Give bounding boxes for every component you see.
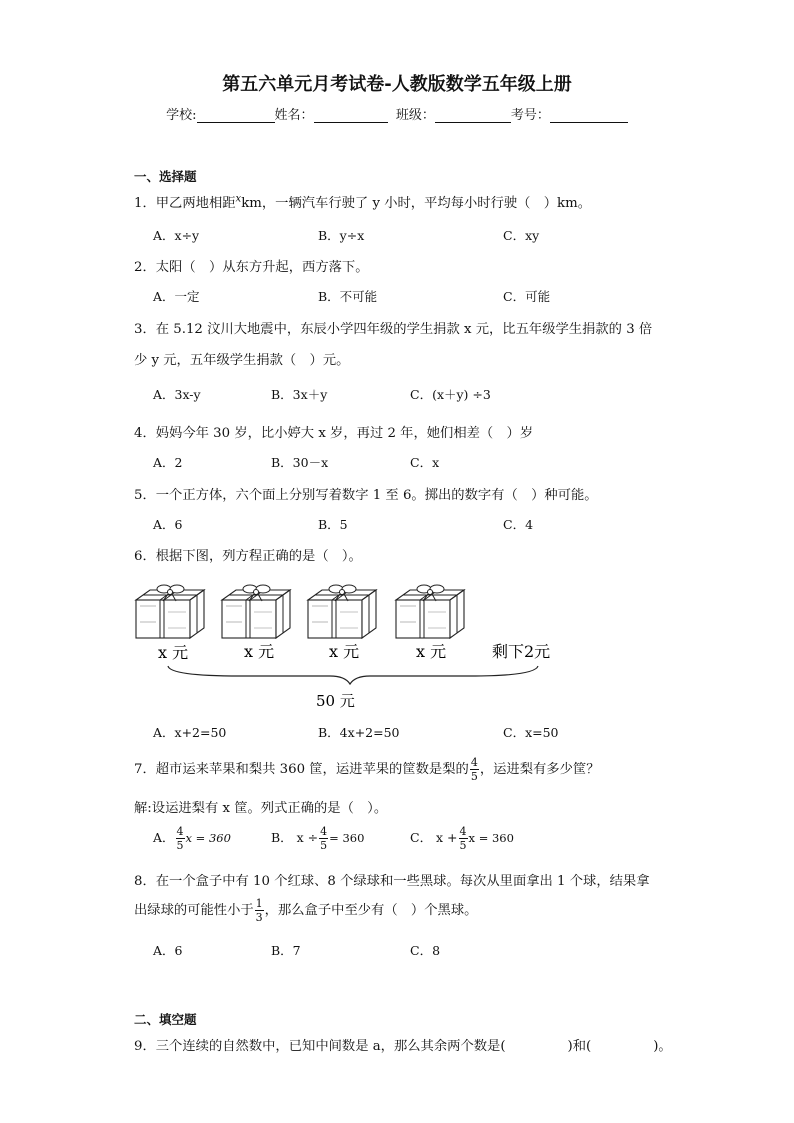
total-money-label: 50 元 [316, 692, 355, 710]
q2-option-a[interactable]: A．一定 [153, 289, 200, 304]
q4-option-c[interactable]: C．x [410, 455, 440, 470]
q7-text-a: 7．超市运来苹果和梨共 360 筐，运进苹果的筐数是梨的 [134, 762, 469, 777]
frac-den: 5 [176, 839, 184, 852]
q6-option-a[interactable]: A．x+2=50 [153, 725, 227, 740]
q5-option-b[interactable]: B．5 [318, 517, 348, 532]
q1-option-c[interactable]: C．xy [503, 228, 540, 243]
q6-option-b[interactable]: B．4x+2=50 [318, 725, 400, 740]
total-brace [168, 666, 538, 684]
q7-frac-num: 4 [470, 756, 478, 769]
gift-boxes-figure [130, 578, 580, 713]
q3-option-c[interactable]: C．(x＋y) ÷3 [410, 387, 491, 402]
remaining-money-label: 剩下2元 [492, 642, 551, 661]
q9-text-a: 9．三个连续的自然数中，已知中间数是 a，那么其余两个数是( [134, 1039, 506, 1054]
q3-option-b[interactable]: B．3x＋y [271, 387, 328, 402]
q3-option-a[interactable]: A．3x-y [153, 387, 201, 402]
question-2: 2．太阳（ ）从东方升起，西方落下。 [134, 260, 369, 275]
question-1 [134, 192, 591, 211]
box-label-3: x 元 [329, 642, 360, 661]
q7-option-a[interactable] [153, 826, 231, 851]
q7-opt-a-fraction [176, 826, 185, 851]
q8-option-b[interactable]: B．7 [271, 943, 301, 958]
frac-num: 4 [459, 825, 467, 838]
q5-option-a[interactable]: A．6 [153, 517, 183, 532]
section-heading-choice: 一、选择题 [134, 169, 197, 184]
class-blank[interactable] [435, 108, 511, 123]
q7-option-b[interactable] [271, 826, 364, 851]
q7-opt-c-prefix: C． x + [410, 830, 458, 845]
q9-text-b: )和( [567, 1039, 592, 1054]
q7-opt-c-rest: x = 360 [468, 831, 514, 845]
class-label: 班级： [395, 108, 435, 123]
question-5: 5．一个正方体，六个面上分别写着数字 1 至 6。掷出的数字有（ ）种可能。 [134, 488, 598, 503]
q8-frac-den: 3 [255, 911, 263, 924]
question-6: 6．根据下图，列方程正确的是（ ）。 [134, 549, 362, 564]
gift-box-1 [136, 585, 204, 638]
exam-no-blank[interactable] [550, 108, 628, 123]
q8-text-a: 出绿球的可能性小于 [134, 903, 254, 918]
question-8-line-2 [134, 898, 477, 923]
q1-option-a[interactable]: A．x÷y [153, 228, 200, 243]
q7-opt-a-rest: x = 360 [185, 831, 231, 845]
question-9 [134, 1035, 672, 1054]
q7-opt-b-prefix: B． x ÷ [271, 830, 319, 845]
q4-option-b[interactable]: B．30－x [271, 455, 329, 470]
name-blank[interactable] [314, 108, 388, 123]
frac-num: 4 [176, 825, 184, 838]
q7-frac-den: 5 [470, 770, 478, 783]
question-7-line-1 [134, 757, 600, 782]
q8-text-b: ，那么盒子中至少有（ ）个黑球。 [264, 903, 478, 918]
section-heading-fill-in: 二、填空题 [134, 1012, 197, 1027]
q7-text-b: ，运进梨有多少筐？ [479, 762, 600, 777]
question-7-line-2: 解:设运进梨有 x 筐。列式正确的是（ ）。 [134, 801, 388, 816]
box-label-1: x 元 [158, 643, 189, 662]
q8-option-a[interactable]: A．6 [153, 943, 183, 958]
gift-box-4 [396, 585, 464, 638]
gift-box-2 [222, 585, 290, 638]
q8-option-c[interactable]: C．8 [410, 943, 441, 958]
q1-option-b[interactable]: B．y÷x [318, 228, 365, 243]
q2-option-c[interactable]: C．可能 [503, 289, 551, 304]
q7-opt-a-prefix: A． [153, 830, 175, 845]
q7-opt-b-fraction [319, 826, 328, 851]
q7-opt-c-fraction [459, 826, 468, 851]
school-blank[interactable] [197, 108, 275, 123]
q8-fraction [255, 898, 264, 923]
question-4: 4．妈妈今年 30 岁，比小婷大 x 岁，再过 2 年，她们相差（ ）岁 [134, 426, 534, 441]
gift-box-3 [308, 585, 376, 638]
name-label: 姓名： [274, 108, 314, 123]
q8-frac-num: 1 [255, 897, 263, 910]
question-3-line-1: 3．在 5.12 汶川大地震中，东辰小学四年级的学生捐款 x 元，比五年级学生捐款的 3 倍 [134, 322, 653, 337]
q7-option-c[interactable] [410, 826, 514, 851]
q1-variable: x [235, 193, 242, 205]
box-label-4: x 元 [416, 642, 447, 661]
frac-den: 5 [320, 839, 328, 852]
question-3-line-2: 少 y 元，五年级学生捐款（ ）元。 [134, 353, 350, 368]
frac-num: 4 [320, 825, 328, 838]
box-label-2: x 元 [244, 642, 275, 661]
q6-option-c[interactable]: C．x=50 [503, 725, 559, 740]
q1-text-suffix: km，一辆汽车行驶了 y 小时，平均每小时行驶（ ）km。 [241, 196, 592, 211]
q5-option-c[interactable]: C．4 [503, 517, 534, 532]
q9-text-c: )。 [653, 1039, 672, 1054]
q1-text-prefix: 1．甲乙两地相距 [134, 196, 236, 211]
school-label: 学校: [166, 108, 197, 123]
q7-fraction [470, 757, 479, 782]
exam-no-label: 考号： [510, 108, 550, 123]
q7-opt-b-rest: = 360 [329, 831, 365, 845]
q4-option-a[interactable]: A．2 [153, 455, 183, 470]
student-info-line [0, 104, 794, 123]
page-title: 第五六单元月考试卷-人教版数学五年级上册 [222, 74, 572, 95]
question-8-line-1: 8．在一个盒子中有 10 个红球、8 个绿球和一些黑球。每次从里面拿出 1 个球，结果拿 [134, 874, 650, 889]
frac-den: 5 [459, 839, 467, 852]
q2-option-b[interactable]: B．不可能 [318, 289, 378, 304]
